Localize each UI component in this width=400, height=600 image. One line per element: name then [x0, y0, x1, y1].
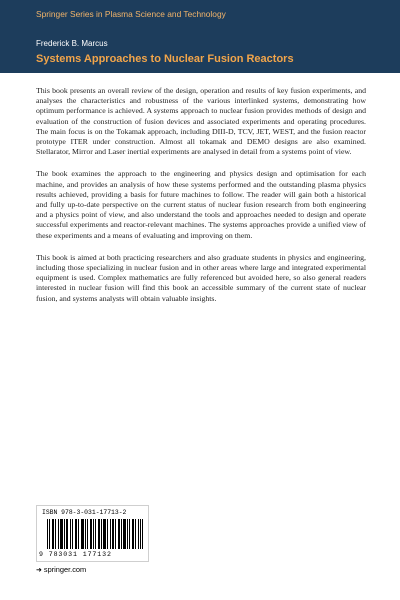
- barcode-icon: [47, 519, 143, 549]
- arrow-right-icon: ➜: [36, 566, 42, 574]
- author-name: Frederick B. Marcus: [36, 39, 108, 48]
- isbn-label: ISBN 978-3-031-17713-2: [42, 509, 127, 516]
- series-name: Springer Series in Plasma Science and Technology: [36, 9, 226, 19]
- description-text: [36, 86, 366, 316]
- isbn-barcode: [36, 505, 149, 562]
- description-paragraph-3: This book is aimed at both practicing researchers and also graduate students in physics and engineering, including those specializing in nuclear fusion and in other areas where large and integrated experimental equipment is used. Complex mathematics are fully referenced but avoided here, so also general readers interested in nuclear fusion will find this book an accessible summary of the current state of nuclear fusion, and systems analysts will obtain valuable insights.: [36, 252, 366, 303]
- description-paragraph-2: The book examines the approach to the engineering and physics design and optimisation for each machine, and provides an analysis of how these systems performed and the outstanding plasma physics results achieved, providing a basis for future machines to follow. The reader will gain both a historical and fully up-to-date perspective on the current status of nuclear fusion research from both engineering and a physics point of view, and also understand the tools and approaches needed to design and operate successful experiments and reactor-relevant machines. The systems approaches provide a unified view of these experiments and a means of evaluating and improving on them.: [36, 169, 366, 240]
- cover-header-band: [0, 0, 400, 73]
- book-title: Systems Approaches to Nuclear Fusion Reactors: [36, 53, 294, 65]
- description-paragraph-1: This book presents an overall review of the design, operation and results of key fusion experiments, and analyses the characteristics and robustness of the various interlinked systems, demonstrating how optimum performance is achieved. A systems approach to nuclear fusion provides methods of design and evaluation of the construction of fusion devices and associated experiments and operating procedures. The main focus is on the Tokamak approach, including DIII-D, TCV, JET, WEST, and the fusion reactor prototype ITER under construction. Almost all tokamak and DEMO designs are also examined. Stellarator, Mirror and Laser inertial experiments are analysed in detail from a systems point of view.: [36, 86, 366, 157]
- publisher-link-text[interactable]: springer.com: [43, 565, 87, 574]
- publisher-link[interactable]: [36, 565, 86, 574]
- barcode-digits: 9 783031 177132: [39, 551, 112, 558]
